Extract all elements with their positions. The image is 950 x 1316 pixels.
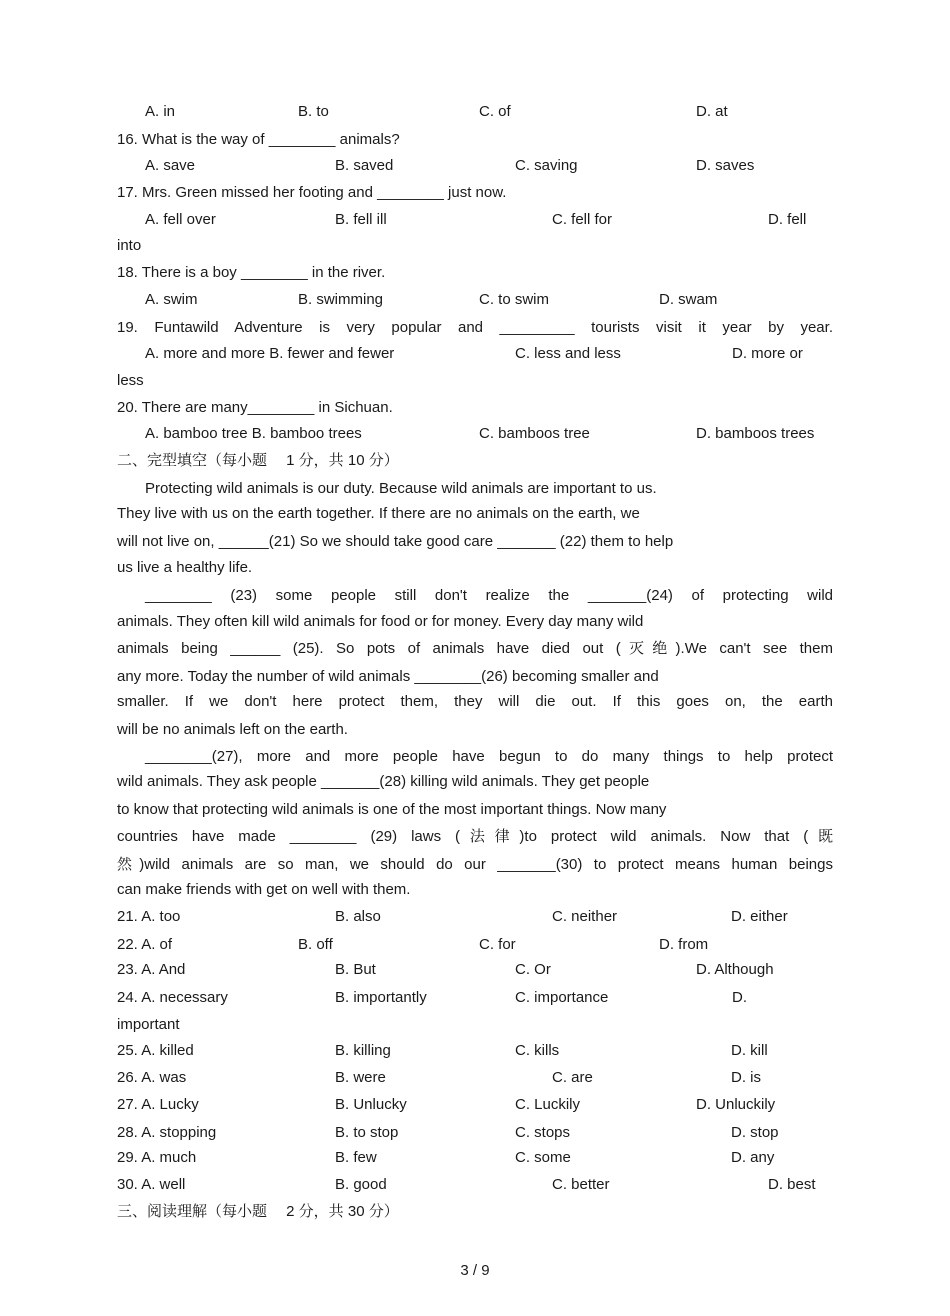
- question-17-wrap: into: [117, 237, 142, 254]
- answer-30-c: C. better: [552, 1176, 610, 1193]
- passage-line: countries have made ________ (29) laws (法律)to protect wild animals. Now that (既: [117, 828, 833, 845]
- passage-line: any more. Today the number of wild animals ________(26) becoming smaller and: [117, 668, 659, 685]
- page-number: 3 / 9: [460, 1262, 490, 1279]
- answer-29-c: C. some: [515, 1149, 571, 1166]
- question-19-wrap: less: [117, 372, 144, 389]
- passage-line: can make friends with get on well with them.: [117, 881, 411, 898]
- question-15-options: [117, 101, 833, 123]
- q18-option-c: C. to swim: [479, 291, 550, 308]
- section-2-heading: 二、完型填空（每小题 1 分，共 10 分）: [117, 452, 399, 469]
- q20-option-d: D. bamboos trees: [696, 425, 815, 442]
- question-18-stem: 18. There is a boy ________ in the river.: [117, 264, 386, 281]
- answer-27-a: 27. A. Lucky: [117, 1096, 199, 1113]
- answer-row-26: [117, 1067, 833, 1089]
- passage-line: smaller. If we don't here protect them, they will die out. If this goes on, the earth: [117, 693, 833, 710]
- answer-row-28: [117, 1122, 833, 1144]
- answer-30-b: B. good: [335, 1176, 387, 1193]
- answer-row-24: [117, 987, 833, 1009]
- answer-row-21: [117, 906, 833, 928]
- passage-line: animals. They often kill wild animals for food or for money. Every day many wild: [117, 613, 644, 630]
- q15-option-a: A. in: [145, 103, 176, 120]
- answer-23-d: D. Although: [696, 961, 774, 978]
- q17-option-c: C. fell for: [552, 211, 613, 228]
- answer-row-25: [117, 1040, 833, 1062]
- answer-23-c: C. Or: [515, 961, 551, 978]
- answer-21-b: B. also: [335, 908, 381, 925]
- answer-row-27: [117, 1094, 833, 1116]
- answer-28-b: B. to stop: [335, 1124, 399, 1141]
- answer-23-b: B. But: [335, 961, 376, 978]
- answer-28-a: 28. A. stopping: [117, 1124, 217, 1141]
- passage-line: will be no animals left on the earth.: [117, 721, 348, 738]
- passage-line: Protecting wild animals is our duty. Because wild animals are important to us.: [145, 480, 657, 497]
- q18-option-d: D. swam: [659, 291, 718, 308]
- q19-option-c: C. less and less: [515, 345, 621, 362]
- answer-row-30: [117, 1174, 833, 1196]
- q19-option-d: D. more or: [732, 345, 803, 362]
- answer-21-d: D. either: [731, 908, 788, 925]
- question-16-options: [117, 155, 833, 177]
- passage-line: will not live on, ______(21) So we should take good care _______ (22) them to help: [117, 533, 674, 550]
- answer-26-d: D. is: [731, 1069, 761, 1086]
- answer-24-c: C. importance: [515, 989, 609, 1006]
- answer-29-b: B. few: [335, 1149, 377, 1166]
- answer-26-a: 26. A. was: [117, 1069, 187, 1086]
- q17-option-b: B. fell ill: [335, 211, 387, 228]
- answer-22-b: B. off: [298, 936, 333, 953]
- q16-option-c: C. saving: [515, 157, 578, 174]
- passage-line: us live a healthy life.: [117, 559, 253, 576]
- passage-line: wild animals. They ask people _______(28) killing wild animals. They get people: [117, 773, 650, 790]
- answer-29-d: D. any: [731, 1149, 775, 1166]
- q18-option-b: B. swimming: [298, 291, 384, 308]
- question-17-stem: 17. Mrs. Green missed her footing and ________ just now.: [117, 184, 507, 201]
- question-18-options: [117, 289, 833, 311]
- passage-line: ________ (23) some people still don't realize the _______(24) of protecting wild: [145, 587, 833, 604]
- answer-21-c: C. neither: [552, 908, 618, 925]
- answer-29-a: 29. A. much: [117, 1149, 197, 1166]
- answer-26-b: B. were: [335, 1069, 386, 1086]
- section-3-heading: 三、阅读理解（每小题 2 分，共 30 分）: [117, 1203, 399, 1220]
- answer-25-c: C. kills: [515, 1042, 560, 1059]
- answer-25-b: B. killing: [335, 1042, 391, 1059]
- q20-option-ab: A. bamboo tree B. bamboo trees: [145, 425, 362, 442]
- answer-24-b: B. importantly: [335, 989, 427, 1006]
- q16-option-d: D. saves: [696, 157, 755, 174]
- q19-option-ab: A. more and more B. fewer and fewer: [145, 345, 395, 362]
- answer-25-a: 25. A. killed: [117, 1042, 194, 1059]
- answer-24-wrap: important: [117, 1016, 180, 1033]
- q16-option-b: B. saved: [335, 157, 394, 174]
- q15-option-b: B. to: [298, 103, 329, 120]
- question-17-options: [117, 209, 833, 231]
- passage-line: to know that protecting wild animals is one of the most important things. Now many: [117, 801, 667, 818]
- q15-option-d: D. at: [696, 103, 728, 120]
- passage-line: 然)wild animals are so man, we should do our _______(30) to protect means human beings: [117, 856, 833, 873]
- answer-22-d: D. from: [659, 936, 709, 953]
- answer-23-a: 23. A. And: [117, 961, 186, 978]
- answer-30-d: D. best: [768, 1176, 816, 1193]
- answer-row-23: [117, 959, 833, 981]
- passage-line: ________(27), more and more people have begun to do many things to help protect: [145, 748, 833, 765]
- question-20-stem: 20. There are many________ in Sichuan.: [117, 399, 393, 416]
- q20-option-c: C. bamboos tree: [479, 425, 590, 442]
- answer-25-d: D. kill: [731, 1042, 768, 1059]
- answer-row-29: [117, 1147, 833, 1169]
- q17-option-d: D. fell: [768, 211, 807, 228]
- passage-line: They live with us on the earth together. If there are no animals on the earth, we: [117, 505, 640, 522]
- q16-option-a: A. save: [145, 157, 196, 174]
- answer-27-b: B. Unlucky: [335, 1096, 407, 1113]
- answer-30-a: 30. A. well: [117, 1176, 186, 1193]
- answer-26-c: C. are: [552, 1069, 593, 1086]
- answer-28-d: D. stop: [731, 1124, 779, 1141]
- question-20-options: [117, 423, 833, 445]
- q15-option-c: C. of: [479, 103, 511, 120]
- answer-row-22: [117, 934, 833, 956]
- answer-27-c: C. Luckily: [515, 1096, 581, 1113]
- answer-24-d: D.: [732, 989, 747, 1006]
- q18-option-a: A. swim: [145, 291, 198, 308]
- answer-21-a: 21. A. too: [117, 908, 181, 925]
- passage-line: animals being ______ (25). So pots of animals have died out (灭绝).We can't see them: [117, 640, 833, 657]
- answer-24-a: 24. A. necessary: [117, 989, 228, 1006]
- question-19-options: [117, 343, 833, 365]
- question-19-stem: 19. Funtawild Adventure is very popular and _________ tourists visit it year by year.: [117, 319, 833, 336]
- answer-28-c: C. stops: [515, 1124, 571, 1141]
- answer-22-a: 22. A. of: [117, 936, 173, 953]
- q17-option-a: A. fell over: [145, 211, 216, 228]
- answer-27-d: D. Unluckily: [696, 1096, 776, 1113]
- answer-22-c: C. for: [479, 936, 516, 953]
- question-16-stem: 16. What is the way of ________ animals?: [117, 131, 400, 148]
